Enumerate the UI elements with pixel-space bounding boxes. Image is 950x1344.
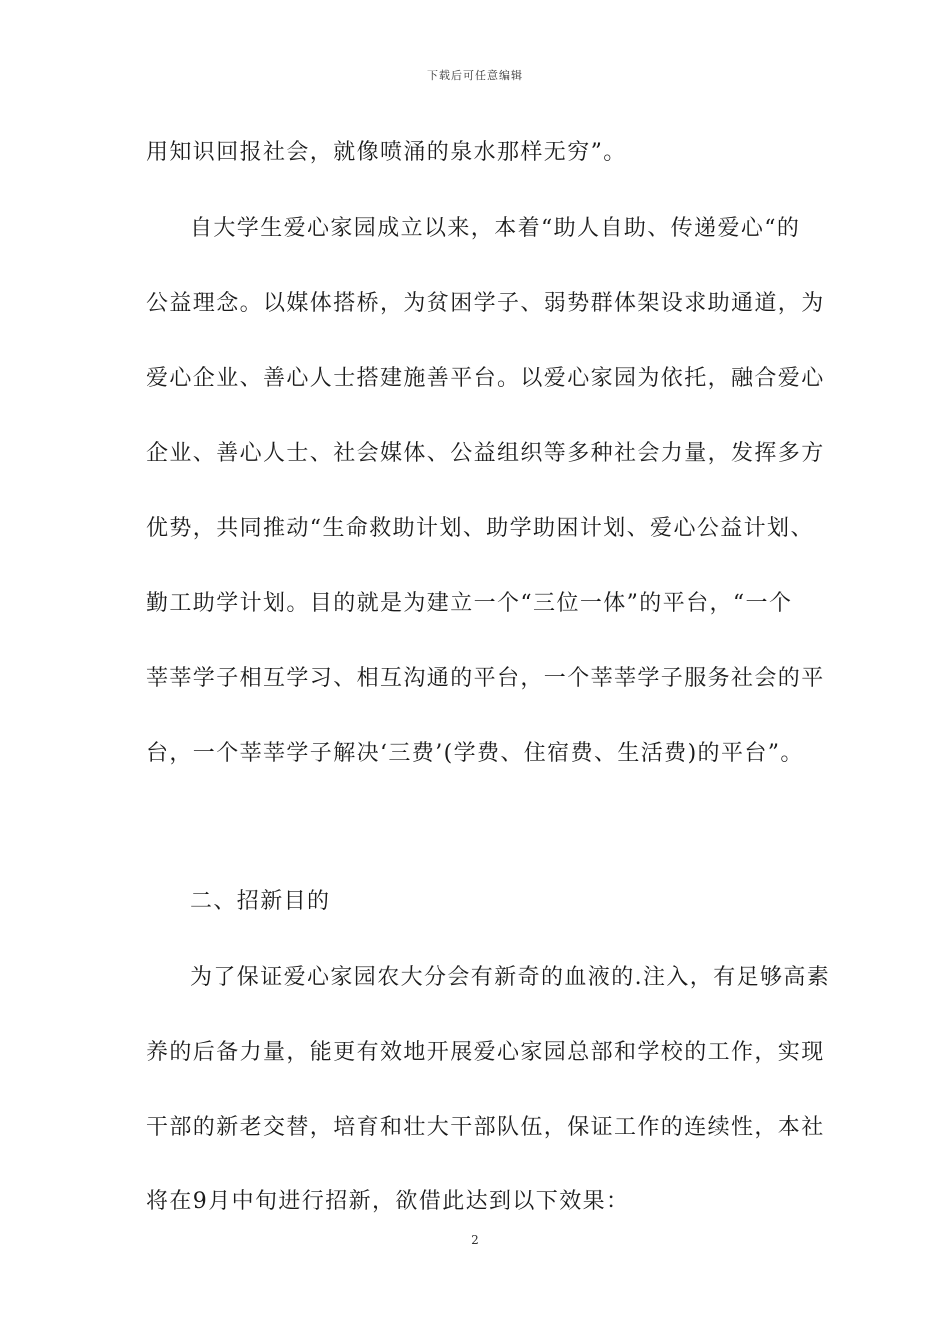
body-line-12: 养的后备力量，能更有效地开展爱心家园总部和学校的工作，实现 bbox=[146, 1040, 825, 1065]
body-line-9: 台，一个莘莘学子解决‘三费’(学费、住宿费、生活费)的平台”。 bbox=[146, 741, 804, 766]
body-line-11: 为了保证爱心家园农大分会有新奇的血液的.注入，有足够高素 bbox=[190, 965, 831, 990]
body-line-7: 勤工助学计划。目的就是为建立一个“三位一体”的平台，“一个 bbox=[146, 591, 793, 616]
body-line-5: 企业、善心人士、社会媒体、公益组织等多种社会力量，发挥多方 bbox=[146, 441, 825, 466]
body-line-14: 将在9月中旬进行招新，欲借此达到以下效果： bbox=[146, 1189, 630, 1214]
body-line-3: 公益理念。以媒体搭桥，为贫困学子、弱势群体架设求助通道，为 bbox=[146, 291, 825, 316]
body-line-1: 用知识回报社会，就像喷涌的泉水那样无穷”。 bbox=[146, 140, 627, 165]
page-number: 2 bbox=[471, 1233, 479, 1247]
body-line-2: 自大学生爱心家园成立以来，本着“助人自助、传递爱心“的 bbox=[190, 216, 801, 241]
body-line-13: 干部的新老交替，培育和壮大干部队伍，保证工作的连续性，本社 bbox=[146, 1115, 825, 1140]
body-line-8: 莘莘学子相互学习、相互沟通的平台，一个莘莘学子服务社会的平 bbox=[146, 666, 825, 691]
page-header: 下载后可任意编辑 bbox=[427, 69, 523, 82]
section-heading: 二、招新目的 bbox=[190, 889, 331, 914]
body-line-4: 爱心企业、善心人士搭建施善平台。以爱心家园为依托，融合爱心 bbox=[146, 366, 825, 391]
body-line-6: 优势，共同推动“生命救助计划、助学助困计划、爱心公益计划、 bbox=[146, 516, 814, 541]
